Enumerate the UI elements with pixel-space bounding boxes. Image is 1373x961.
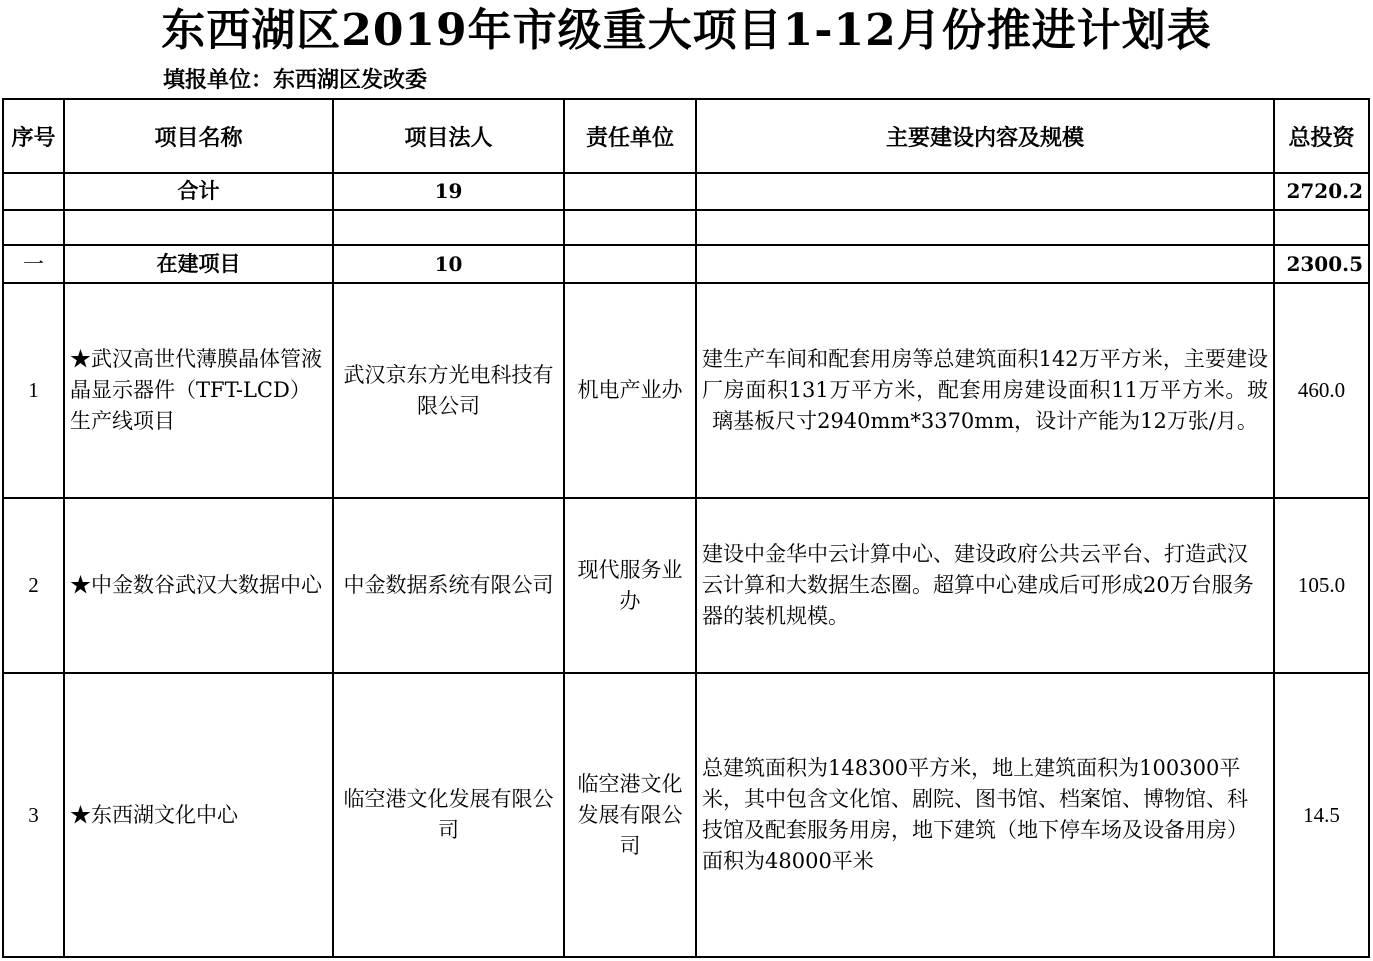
project-legal-person: 武汉京东方光电科技有限公司 (333, 283, 564, 498)
project-legal-person: 中金数据系统有限公司 (333, 498, 564, 673)
project-responsible-unit: 现代服务业办 (564, 498, 696, 673)
header-total-investment: 总投资 (1274, 99, 1369, 173)
total-investment: 2720.2 (1274, 173, 1369, 210)
project-seq: 2 (3, 498, 64, 673)
section-unit (564, 245, 696, 283)
project-investment: 105.0 (1274, 498, 1369, 673)
section-label: 在建项目 (64, 245, 333, 283)
project-content: 建生产车间和配套用房等总建筑面积142万平方米，主要建设厂房面积131万平方米，配套用房建设面积11万平方米。玻璃基板尺寸2940mm*3370mm，设计产能为12万张/月。 (696, 283, 1274, 498)
blank-cell (696, 210, 1274, 245)
project-name: ★武汉高世代薄膜晶体管液晶显示器件（TFT-LCD）生产线项目 (64, 283, 333, 498)
project-row (3, 283, 1369, 498)
total-row (3, 173, 1369, 210)
total-unit (564, 173, 696, 210)
project-row (3, 673, 1369, 957)
section-row (3, 245, 1369, 283)
project-responsible-unit: 机电产业办 (564, 283, 696, 498)
project-content: 建设中金华中云计算中心、建设政府公共云平台、打造武汉云计算和大数据生态圈。超算中心建成后可形成20万台服务器的装机规模。 (696, 498, 1274, 673)
blank-cell (64, 210, 333, 245)
reporting-unit: 填报单位：东西湖区发改委 (163, 68, 428, 93)
header-seq: 序号 (3, 99, 64, 173)
project-seq: 1 (3, 283, 64, 498)
blank-cell (564, 210, 696, 245)
project-investment: 460.0 (1274, 283, 1369, 498)
total-label: 合计 (64, 173, 333, 210)
project-name: ★中金数谷武汉大数据中心 (64, 498, 333, 673)
section-investment: 2300.5 (1274, 245, 1369, 283)
document-title: 东西湖区2019年市级重大项目1-12月份推进计划表 (161, 5, 1212, 56)
project-content: 总建筑面积为148300平方米，地上建筑面积为100300平米，其中包含文化馆、剧院、图书馆、档案馆、博物馆、科技馆及配套服务用房，地下建筑（地下停车场及设备用房）面积为48000平米 (696, 673, 1274, 957)
project-investment: 14.5 (1274, 673, 1369, 957)
blank-cell (3, 210, 64, 245)
header-construction-content: 主要建设内容及规模 (696, 99, 1274, 173)
header-row (3, 99, 1369, 173)
project-legal-person: 临空港文化发展有限公司 (333, 673, 564, 957)
total-count: 19 (333, 173, 564, 210)
header-legal-person: 项目法人 (333, 99, 564, 173)
header-project-name: 项目名称 (64, 99, 333, 173)
total-content (696, 173, 1274, 210)
blank-cell (333, 210, 564, 245)
total-seq (3, 173, 64, 210)
blank-row (3, 210, 1369, 245)
blank-cell (1274, 210, 1369, 245)
header-responsible-unit: 责任单位 (564, 99, 696, 173)
section-content (696, 245, 1274, 283)
section-count: 10 (333, 245, 564, 283)
project-seq: 3 (3, 673, 64, 957)
project-row (3, 498, 1369, 673)
project-name: ★东西湖文化中心 (64, 673, 333, 957)
project-responsible-unit: 临空港文化发展有限公司 (564, 673, 696, 957)
project-plan-table (2, 98, 1370, 958)
section-seq: 一 (3, 245, 64, 283)
